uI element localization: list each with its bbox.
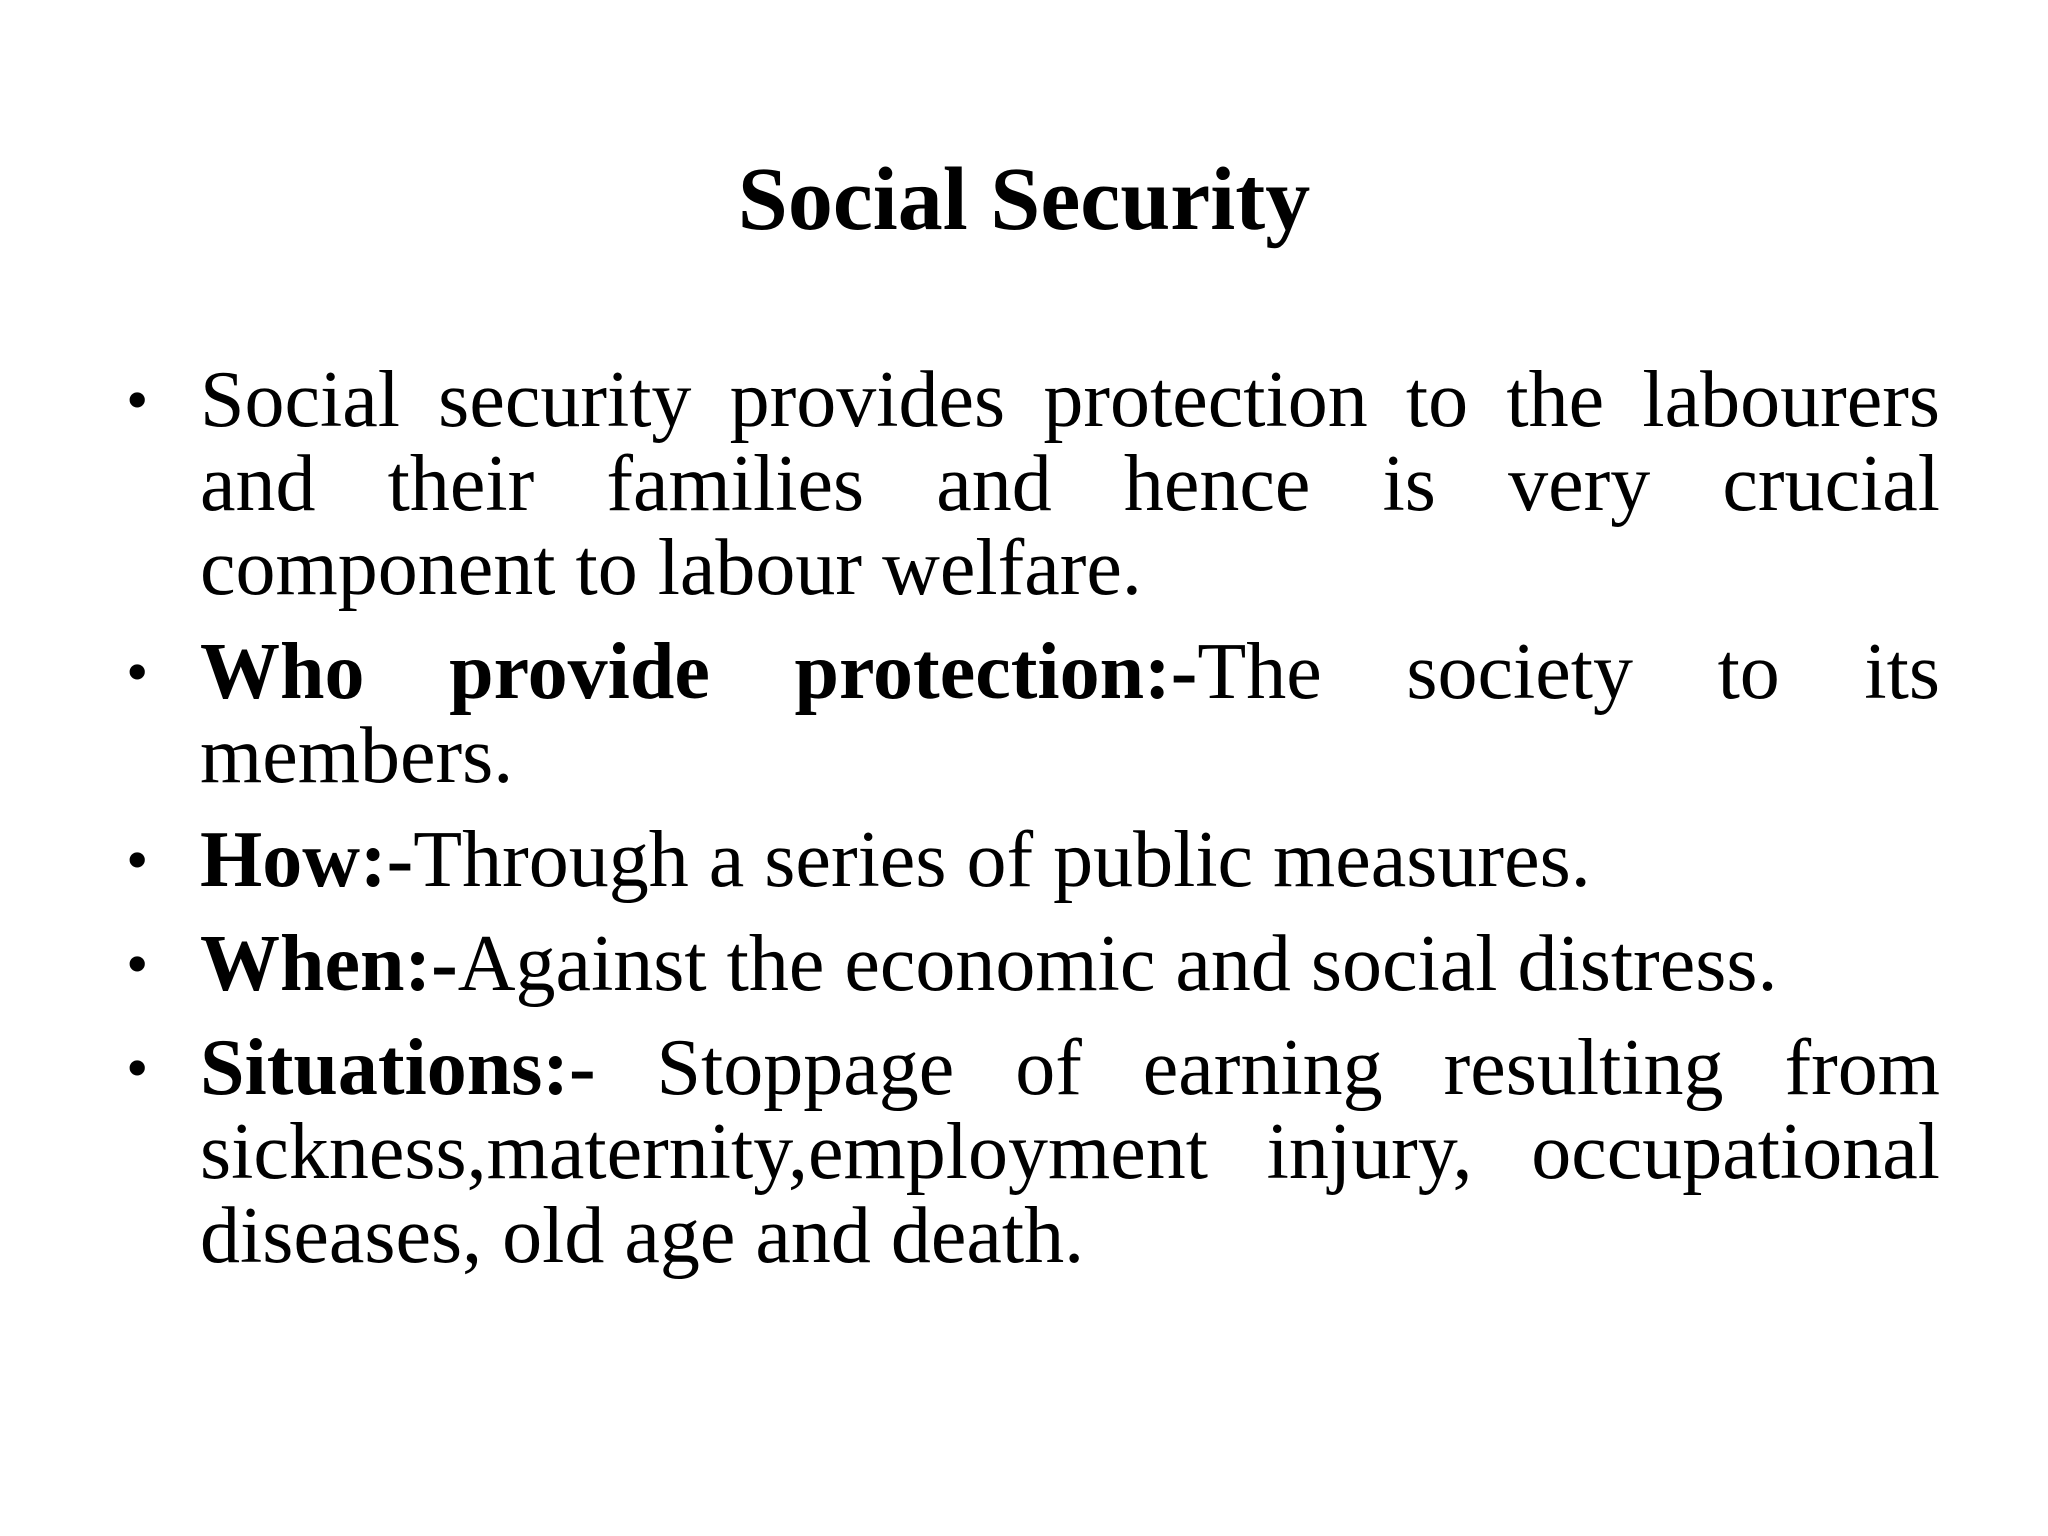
bullet-item-definition xyxy=(118,358,1940,610)
bullet-lead: When:- xyxy=(200,920,458,1008)
bullet-item-who xyxy=(118,630,1940,798)
slide-title: Social Security xyxy=(737,150,1311,249)
bullet-text: Through a series of public measures. xyxy=(413,816,1591,904)
bullet-lead: Who provide protection:- xyxy=(200,628,1198,716)
bullet-lead: How:- xyxy=(200,816,414,904)
bullet-icon: • xyxy=(126,364,149,435)
bullet-text: Social security provides protection to the labourers and their families and hence is very crucial component to labour welfare. xyxy=(200,356,1940,612)
bullet-text: The society to its members. xyxy=(200,628,1940,800)
bullet-item-how xyxy=(118,818,1940,902)
bullet-lead: Situations:- xyxy=(200,1024,596,1112)
bullet-icon: • xyxy=(126,824,149,895)
bullet-text: Stoppage of earning resulting from sickness,maternity,employment injury, occupational diseases, old age and death. xyxy=(200,1024,1940,1280)
bullet-icon: • xyxy=(126,1032,149,1103)
bullet-item-when xyxy=(118,922,1940,1006)
bullet-icon: • xyxy=(126,636,149,707)
bullet-text: Against the economic and social distress. xyxy=(457,920,1778,1008)
bullet-icon: • xyxy=(126,928,149,999)
bullet-item-situations xyxy=(118,1026,1940,1278)
bullet-list xyxy=(118,358,1940,1298)
